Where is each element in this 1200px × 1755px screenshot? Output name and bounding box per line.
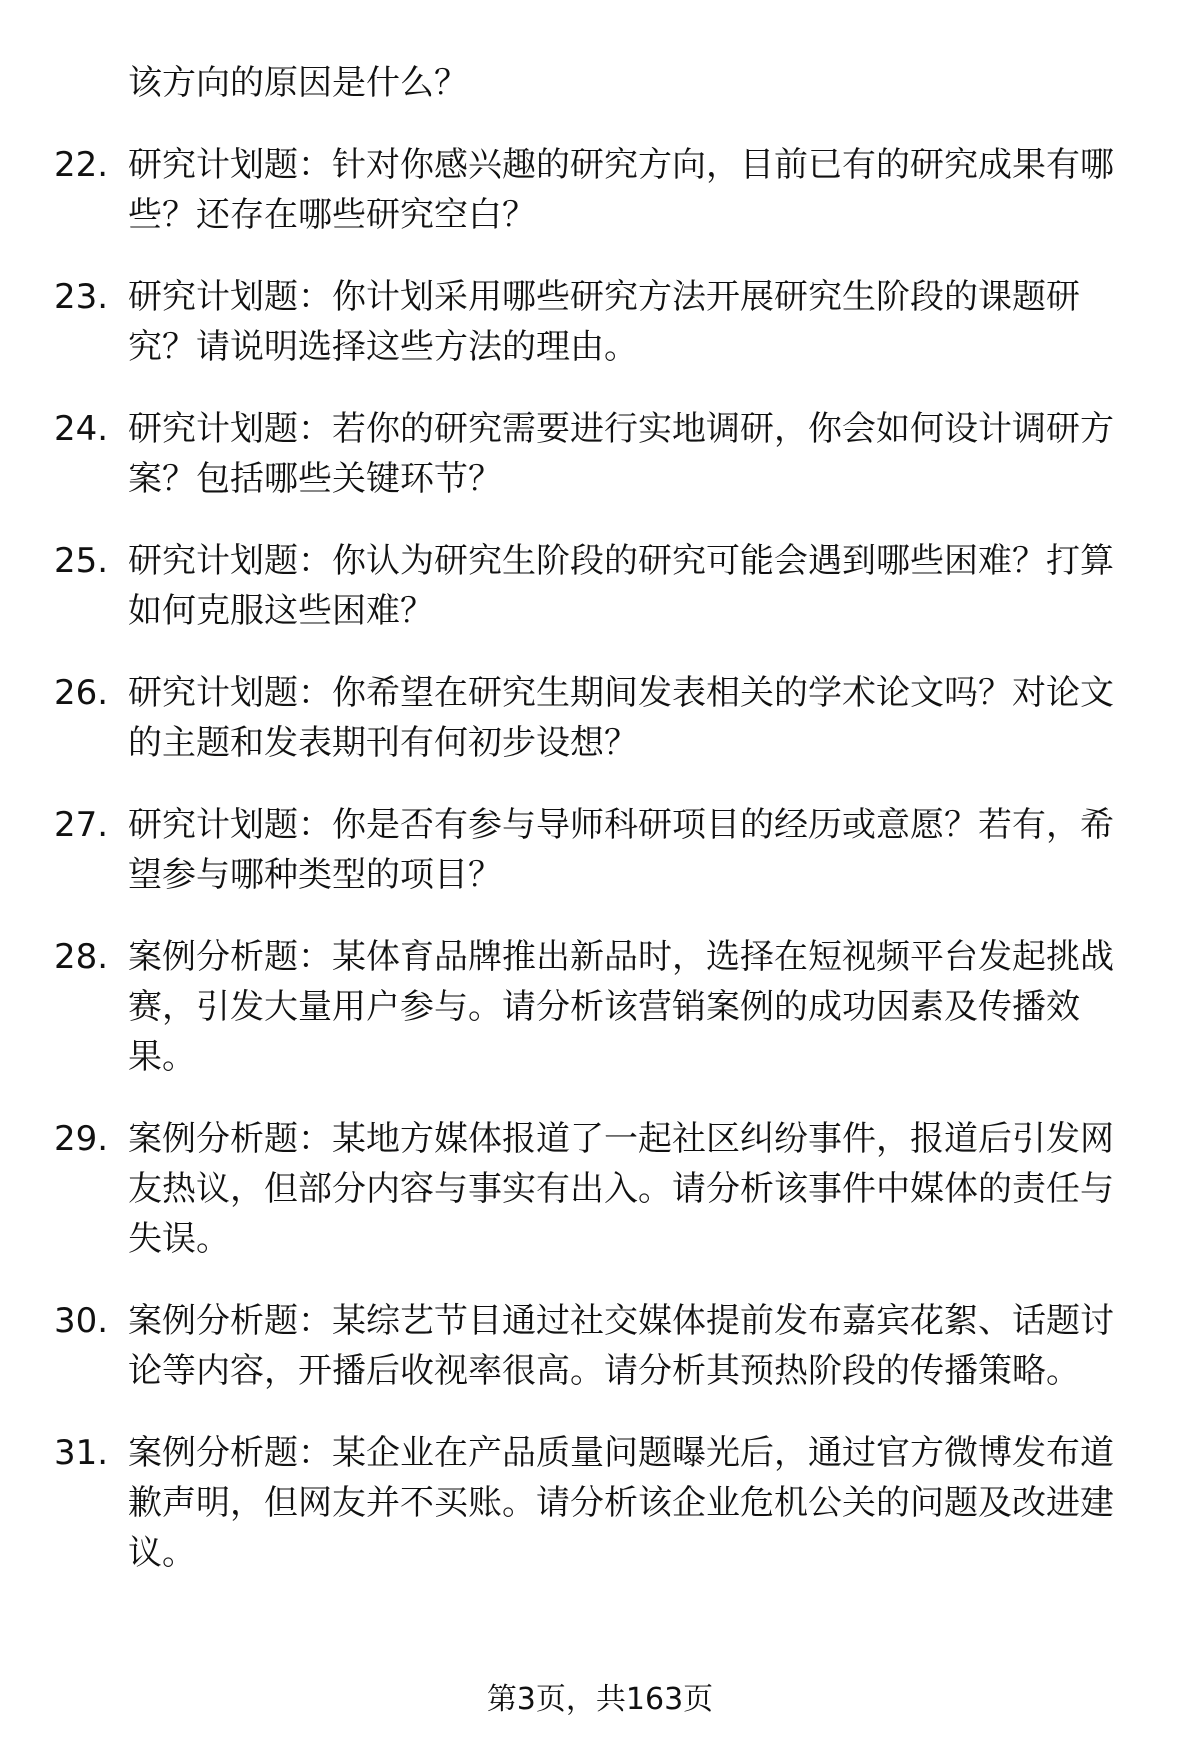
question-text: 研究计划题：你认为研究生阶段的研究可能会遇到哪些困难？打算如何克服这些困难？ bbox=[128, 541, 1114, 631]
question-item bbox=[54, 668, 1138, 768]
question-number: 25. bbox=[54, 541, 109, 581]
question-number: 26. bbox=[54, 673, 109, 713]
question-list bbox=[0, 140, 1200, 1578]
question-number: 24. bbox=[54, 409, 109, 449]
question-number: 31. bbox=[54, 1433, 109, 1473]
question-text: 研究计划题：若你的研究需要进行实地调研，你会如何设计调研方案？包括哪些关键环节？ bbox=[128, 409, 1114, 499]
continued-question-text: 该方向的原因是什么？ bbox=[128, 63, 468, 103]
question-item bbox=[54, 932, 1138, 1082]
question-number: 22. bbox=[54, 145, 109, 185]
question-text: 案例分析题：某综艺节目通过社交媒体提前发布嘉宾花絮、话题讨论等内容，开播后收视率很高。请分析其预热阶段的传播策略。 bbox=[128, 1301, 1114, 1391]
question-item bbox=[54, 272, 1138, 372]
question-text: 案例分析题：某企业在产品质量问题曝光后，通过官方微博发布道歉声明，但网友并不买账。请分析该企业危机公关的问题及改进建议。 bbox=[128, 1433, 1114, 1573]
question-item bbox=[54, 1296, 1138, 1396]
question-number: 30. bbox=[54, 1301, 109, 1341]
question-number: 29. bbox=[54, 1119, 109, 1159]
question-item bbox=[54, 140, 1138, 240]
question-item bbox=[54, 404, 1138, 504]
page-number-footer: 第3页，共163页 bbox=[486, 1682, 714, 1717]
question-text: 研究计划题：你希望在研究生期间发表相关的学术论文吗？对论文的主题和发表期刊有何初步设想？ bbox=[128, 673, 1114, 763]
question-text: 案例分析题：某体育品牌推出新品时，选择在短视频平台发起挑战赛，引发大量用户参与。请分析该营销案例的成功因素及传播效果。 bbox=[128, 937, 1114, 1077]
question-item bbox=[54, 800, 1138, 900]
question-number: 27. bbox=[54, 805, 109, 845]
question-text: 研究计划题：你计划采用哪些研究方法开展研究生阶段的课题研究？请说明选择这些方法的理由。 bbox=[128, 277, 1080, 367]
question-text: 案例分析题：某地方媒体报道了一起社区纠纷事件，报道后引发网友热议，但部分内容与事实有出入。请分析该事件中媒体的责任与失误。 bbox=[128, 1119, 1114, 1259]
question-text: 研究计划题：针对你感兴趣的研究方向，目前已有的研究成果有哪些？还存在哪些研究空白？ bbox=[128, 145, 1114, 235]
question-text: 研究计划题：你是否有参与导师科研项目的经历或意愿？若有，希望参与哪种类型的项目？ bbox=[128, 805, 1114, 895]
question-item bbox=[54, 536, 1138, 636]
question-item bbox=[54, 1114, 1138, 1264]
question-number: 23. bbox=[54, 277, 109, 317]
question-number: 28. bbox=[54, 937, 109, 977]
question-item bbox=[54, 1428, 1138, 1578]
